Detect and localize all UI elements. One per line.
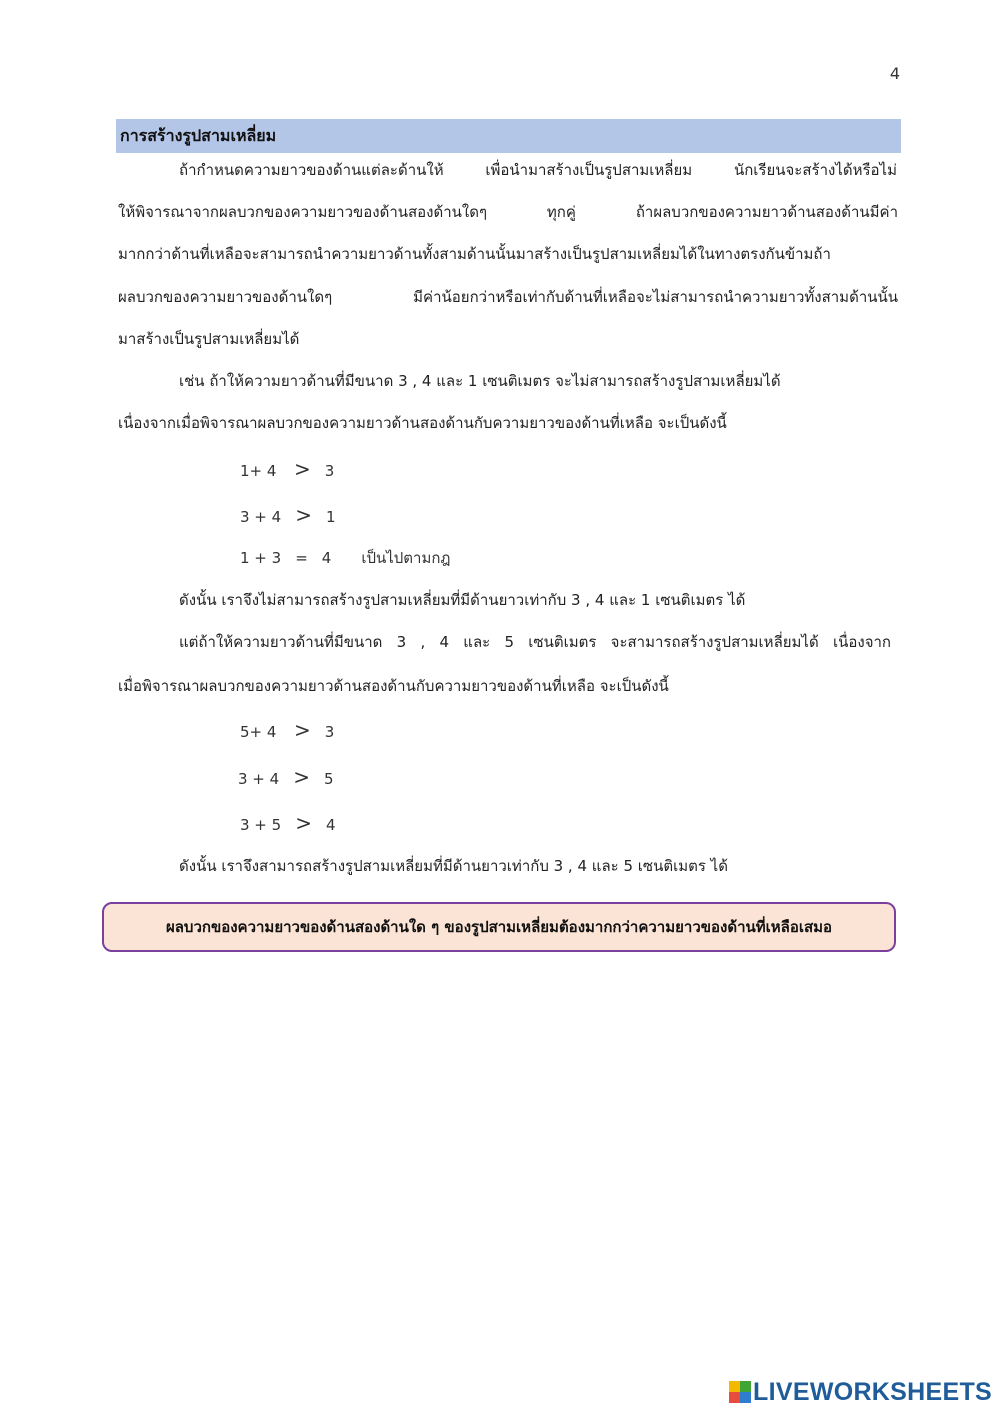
intro-line-4: ผลบวกของความยาวของด้านใดๆ มีค่าน้อยกว่าหรือเท่ากับด้านที่เหลือจะไม่สามารถนำความยาวทั้งสามด้านนั้น — [118, 288, 898, 306]
example1-line-1: เช่น ถ้าให้ความยาวด้านที่มีขนาด 3 , 4 และ 1 เซนติเมตร จะไม่สามารถสร้างรูปสามเหลี่ยมได้ — [179, 372, 781, 390]
intro-line-2: ให้พิจารณาจากผลบวกของความยาวของด้านสองด้านใดๆ ทุกคู่ ถ้าผลบวกของความยาวด้านสองด้านมีค่า — [118, 203, 898, 221]
example2-expression-2 — [238, 767, 334, 789]
summary-box: ผลบวกของความยาวของด้านสองด้านใด ๆ ของรูปสามเหลี่ยมต้องมากกว่าความยาวของด้านที่เหลือเสมอ — [102, 902, 896, 952]
example2-conclusion: ดังนั้น เราจึงสามารถสร้างรูปสามเหลี่ยมที่มีด้านยาวเท่ากับ 3 , 4 และ 5 เซนติเมตร ได้ — [179, 857, 728, 875]
expression-lhs: 5+ 4 — [240, 723, 277, 741]
example1-expression-2 — [240, 505, 336, 527]
liveworksheets-logo-icon — [729, 1381, 751, 1403]
comparison-operator: > — [295, 503, 312, 527]
intro-line-1: ถ้ากำหนดความยาวของด้านแต่ละด้านให้ เพื่อนำมาสร้างเป็นรูปสามเหลี่ยม นักเรียนจะสร้างได้หรือไม่ — [179, 161, 897, 179]
comparison-operator: = — [295, 549, 308, 567]
page-number: 4 — [889, 64, 900, 83]
expression-lhs: 1+ 4 — [240, 462, 277, 480]
expression-lhs: 3 + 4 — [238, 770, 280, 788]
expression-lhs: 1 + 3 — [240, 549, 282, 567]
expression-lhs: 3 + 5 — [240, 816, 282, 834]
expression-rhs: 4 — [325, 816, 336, 834]
example1-conclusion: ดังนั้น เราจึงไม่สามารถสร้างรูปสามเหลี่ยมที่มีด้านยาวเท่ากับ 3 , 4 และ 1 เซนติเมตร ได้ — [179, 591, 746, 609]
expression-lhs: 3 + 4 — [240, 508, 282, 526]
example1-expression-1 — [240, 459, 334, 481]
example2-expression-1 — [240, 720, 334, 742]
example1-line-2: เนื่องจากเมื่อพิจารณาผลบวกของความยาวด้านสองด้านกับความยาวของด้านที่เหลือ จะเป็นดังนี้ — [118, 414, 727, 432]
intro-line-5: มาสร้างเป็นรูปสามเหลี่ยมได้ — [118, 330, 300, 348]
comparison-operator: > — [294, 718, 311, 742]
intro-line-3: มากกว่าด้านที่เหลือจะสามารถนำความยาวด้านทั้งสามด้านนั้นมาสร้างเป็นรูปสามเหลี่ยมได้ในทางตรงกันข้ามถ้า — [118, 245, 831, 263]
example1-expression-3 — [240, 548, 451, 568]
example2-line-1: แต่ถ้าให้ความยาวด้านที่มีขนาด 3 , 4 และ 5 เซนติเมตร จะสามารถสร้างรูปสามเหลี่ยมได้ เนื่องจาก — [179, 633, 891, 651]
rule-note: เป็นไปตามกฎ — [361, 549, 451, 567]
comparison-operator: > — [293, 765, 310, 789]
expression-rhs: 1 — [325, 508, 336, 526]
brand-name: LIVEWORKSHEETS — [753, 1377, 992, 1406]
expression-rhs: 5 — [323, 770, 334, 788]
comparison-operator: > — [295, 811, 312, 835]
expression-rhs: 3 — [324, 723, 335, 741]
example2-line-2: เมื่อพิจารณาผลบวกของความยาวด้านสองด้านกับความยาวของด้านที่เหลือ จะเป็นดังนี้ — [118, 677, 669, 695]
comparison-operator: > — [294, 457, 311, 481]
section-heading: การสร้างรูปสามเหลี่ยม — [116, 119, 901, 153]
expression-rhs: 4 — [321, 549, 332, 567]
expression-rhs: 3 — [324, 462, 335, 480]
example2-expression-3 — [240, 813, 336, 835]
liveworksheets-brand — [729, 1379, 992, 1405]
